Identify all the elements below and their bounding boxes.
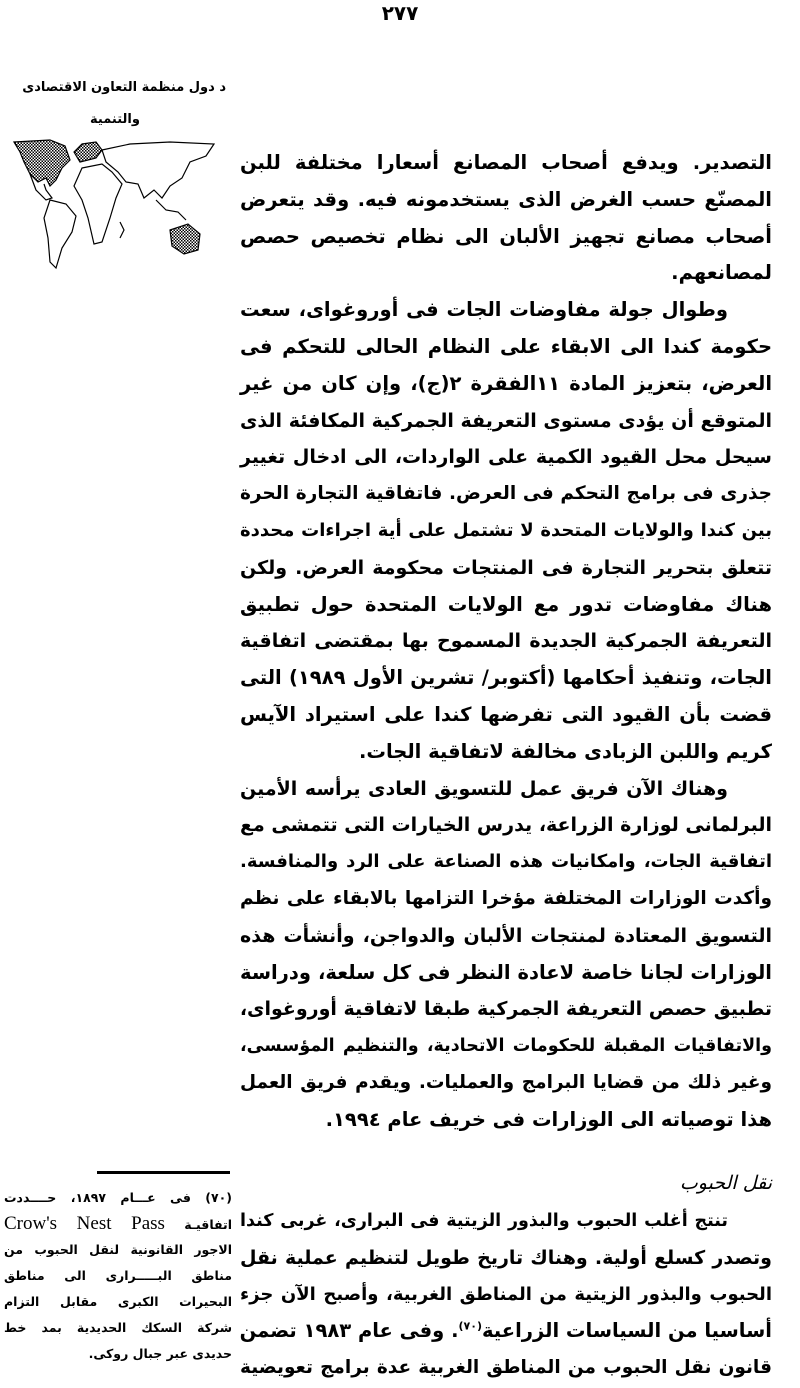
- text-line: [240, 145, 772, 182]
- text-line-content: والاتفاقيات المقبلة للحكومات الاتحادية، والتنظيم المؤسسى،: [240, 1036, 772, 1057]
- text-line-content: قضت بأن القيود التى تفرضها كندا على استيراد الآيس: [240, 702, 772, 726]
- world-map-icon: [10, 138, 216, 273]
- text-line: [240, 550, 772, 587]
- text-line: [240, 918, 772, 955]
- text-line: [240, 513, 772, 550]
- text-line: [240, 1028, 772, 1065]
- text-line: [240, 1203, 772, 1240]
- text-line: [240, 366, 772, 403]
- north-america-shape: [14, 140, 70, 186]
- section-heading: نقل الحبوب: [679, 1172, 772, 1194]
- text-line-content: تطبيق حصص التعريفة الجمركية طبقا لاتفاقية أوروغواى،: [239, 998, 772, 1021]
- text-line-continuation: . وفى عام ١٩٨٣ تضمن: [239, 1319, 459, 1343]
- text-line-content: تنتج أغلب الحبوب والبذور الزيتية فى البرارى، غربى كندا: [240, 1211, 728, 1231]
- text-line-content: العرض، بتعزيز المادة ١١الفقرة ٢(ج)، وإن كان من غير: [240, 371, 773, 395]
- text-line: [240, 1313, 772, 1350]
- text-line: [240, 587, 772, 624]
- footnote-divider: [97, 1171, 230, 1174]
- text-line: [240, 771, 772, 808]
- text-line: [240, 697, 772, 734]
- africa-shape: [74, 164, 122, 244]
- text-line-content: البرلمانى لوزارة الزراعة، يدرس الخيارات التى تتمشى مع: [240, 814, 772, 837]
- text-line: [240, 1065, 772, 1102]
- page-number: ٢٧٧: [381, 1, 419, 25]
- asia-shape: [102, 142, 214, 198]
- footnote-reference[interactable]: (٧٠): [458, 1319, 482, 1333]
- footnote: [4, 1185, 232, 1367]
- text-line-content: البحيرات الكبرى مقابل التزام: [4, 1294, 232, 1309]
- text-line: [4, 1185, 232, 1211]
- text-line-content: مناطق البـــــرارى الى مناطق: [4, 1268, 232, 1283]
- text-line: [4, 1315, 232, 1341]
- text-line-content: كريم واللبن الزبادى مخالفة لاتفاقية الجات.: [358, 739, 772, 763]
- text-line: [240, 1350, 772, 1387]
- text-line: [4, 1211, 232, 1237]
- text-line-content: الحبوب والبذور الزيتية من المناطق الغربية، وأصبح الآن جزء: [240, 1283, 772, 1305]
- text-line-content: وهناك الآن فريق عمل للتسويق العادى يرأسه الأمين: [240, 777, 728, 800]
- text-line-content: تتعلق بتحرير التجارة فى المنتجات محكومة العرض. ولكن: [240, 556, 772, 579]
- text-line: [240, 807, 772, 844]
- text-line-content: التعريفة الجمركية الجديدة المسموح بها بمقتضى اتفاقية: [240, 630, 772, 653]
- text-line: [240, 844, 772, 881]
- text-line-content: بين كندا والولايات المتحدة لا تشتمل على أية اجراءات محددة: [240, 519, 772, 541]
- text-line: [240, 734, 772, 771]
- text-line-content: المتوقع أن يؤدى مستوى التعريفة الجمركية المكافئة الذى: [240, 409, 772, 432]
- text-line-content: شركة السكك الحديدية بمد خط: [4, 1320, 232, 1335]
- text-line-content: هذا توصياته الى الوزارات فى خريف عام ١٩٩٤.: [325, 1107, 772, 1131]
- text-line: [4, 1237, 232, 1263]
- text-line-content: حكومة كندا الى الابقاء على النظام الحالى للتحكم فى: [240, 334, 772, 358]
- text-line-content: حديدى عبر جبال روكى.: [88, 1346, 232, 1361]
- text-line-content: أصحاب مصانع تجهيز الألبان الى نظام تخصيص حصص: [240, 224, 772, 248]
- map-caption-line2: والتنمية: [90, 112, 140, 127]
- text-line: [240, 182, 772, 219]
- text-line: [240, 881, 772, 918]
- text-line: [240, 1102, 772, 1139]
- europe-shape: [74, 142, 102, 162]
- text-line-content: (٧٠) فى عـــام ١٨٩٧، حــــددت: [4, 1190, 232, 1205]
- text-line-content: الاجور القانونية لنقل الحبوب من: [4, 1242, 232, 1257]
- text-line: [240, 255, 772, 292]
- text-line-content: التسويق المعتادة لمنتجات الألبان والدواجن، وأنشأت هذه: [240, 924, 772, 947]
- text-line-content: لمصانعهم.: [671, 261, 772, 285]
- australia-shape: [170, 224, 200, 254]
- southeast-asia-shape: [156, 200, 186, 220]
- text-line: [240, 623, 772, 660]
- map-caption-line1: د دول منظمة التعاون الاقتصادى: [22, 80, 226, 95]
- madagascar-shape: [120, 222, 124, 238]
- text-line: [240, 955, 772, 992]
- section-text: [240, 1203, 772, 1387]
- text-line: [240, 1277, 772, 1314]
- text-line-content: هناك مفاوضات تدور مع الولايات المتحدة حول تطبيق: [240, 592, 772, 616]
- text-line-content: المصنّع حسب الغرض الذى يستخدمونه فيه. وقد يتعرض: [240, 187, 772, 211]
- text-line: [4, 1289, 232, 1315]
- south-america-shape: [44, 200, 76, 268]
- text-line: [4, 1341, 232, 1367]
- text-line-content: التصدير. ويدفع أصحاب المصانع أسعارا مختلفة للبن: [240, 151, 772, 174]
- text-line: [240, 1240, 772, 1277]
- text-line: [240, 476, 772, 513]
- text-line: [240, 403, 772, 440]
- text-line-content: الجات، وتنفيذ أحكامها (أكتوبر/ تشرين الأول ١٩٨٩) التى: [240, 666, 772, 690]
- text-line-content: جذرى فى برامج التحكم فى العرض. فاتفاقية التجارة الحرة: [240, 483, 772, 505]
- text-line: [240, 991, 772, 1028]
- latin-term: Crow's Nest Pass: [4, 1213, 165, 1234]
- text-line: [240, 660, 772, 697]
- main-text-column: [240, 145, 772, 1139]
- text-line-content: سيحل محل القيود الكمية على الواردات، الى ادخال تغيير: [240, 446, 772, 469]
- text-line-content: أساسيا من السياسات الزراعية: [481, 1319, 772, 1343]
- text-line-content: اتفاقيـة: [184, 1217, 232, 1232]
- text-line-content: وتصدر كسلع أولية. وهناك تاريخ طويل لتنظيم عملية نقل: [240, 1246, 772, 1269]
- text-line-content: وأكدت الوزارات المختلفة مؤخرا التزامها بالابقاء على نظم: [240, 887, 772, 909]
- text-line: [240, 292, 772, 329]
- text-line-content: وطوال جولة مفاوضات الجات فى أوروغواى، سعت: [240, 298, 728, 322]
- text-line: [240, 329, 772, 366]
- text-line-content: قانون نقل الحبوب من المناطق الغربية عدة برامج تعويضية: [240, 1357, 772, 1379]
- text-line-content: وغير ذلك من قضايا البرامج والعمليات. ويقدم فريق العمل: [240, 1071, 772, 1093]
- text-line: [240, 219, 772, 256]
- text-line-content: اتفاقية الجات، وامكانيات هذه الصناعة على الرد والمنافسة.: [240, 851, 772, 873]
- text-line-content: الوزارات لجانا خاصة لاعادة النظر فى كل سلعة، ودراسة: [240, 960, 772, 984]
- text-line: [4, 1263, 232, 1289]
- text-line: [240, 439, 772, 476]
